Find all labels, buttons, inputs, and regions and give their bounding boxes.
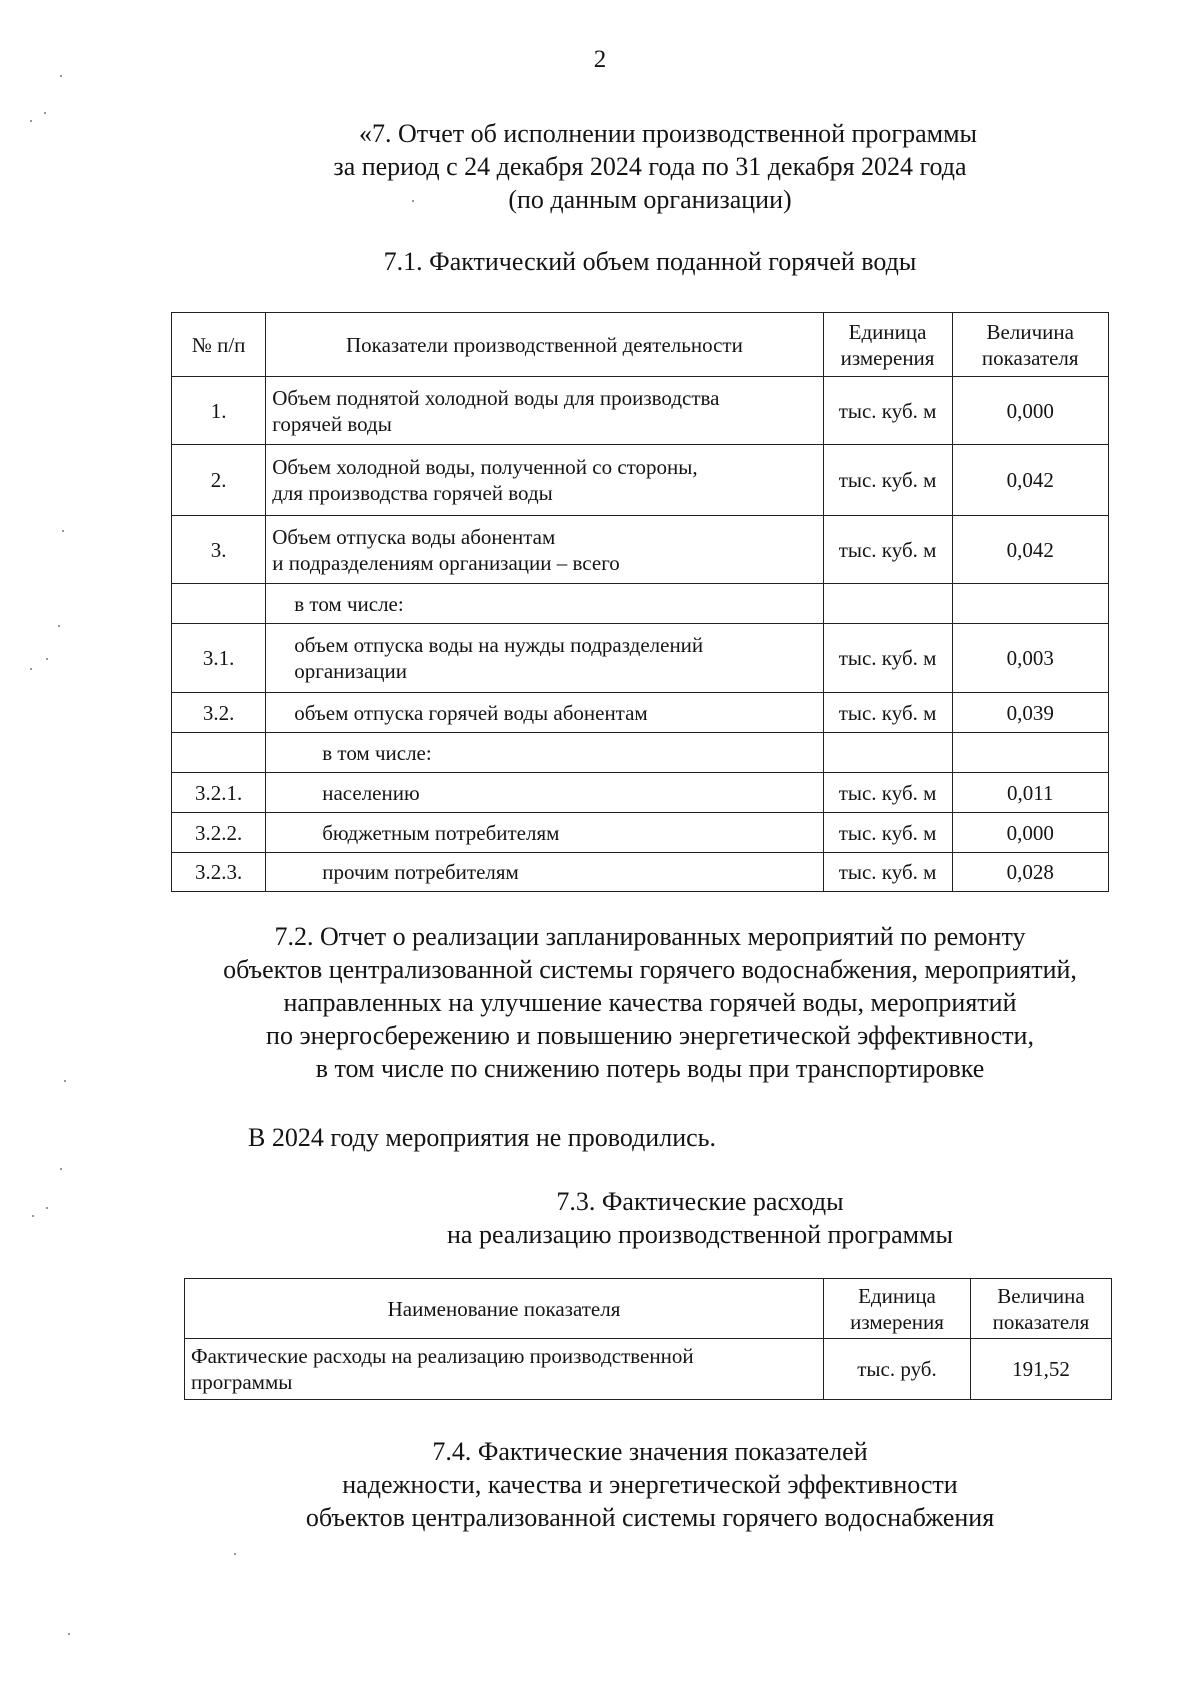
row-value: 0,003: [952, 624, 1108, 693]
row-name-line-1: объем отпуска воды на нужды подразделений: [294, 633, 704, 657]
row-value: [952, 584, 1108, 624]
row-name: [266, 516, 823, 584]
scan-speck: [64, 1080, 66, 1082]
row-num: 3.1.: [172, 624, 266, 693]
table-row: [172, 516, 1109, 584]
row-num: 3.2.2.: [172, 813, 266, 853]
row-num: 1.: [172, 377, 266, 445]
row-num: [172, 584, 266, 624]
row-value: 0,042: [952, 516, 1108, 584]
row-name-line-2: и подразделениям организации – всего: [272, 550, 620, 575]
row-name-line-2: для производства горячей воды: [272, 481, 553, 505]
section-7-4-line-2: надежности, качества и энергетической эффективности: [342, 1470, 958, 1499]
row-name: в том числе:: [266, 584, 823, 624]
table-row: [172, 773, 1109, 813]
table-row: [172, 377, 1109, 445]
section-7-1-title: 7.1. Фактический объем поданной горячей воды: [383, 247, 917, 276]
scan-speck: [58, 625, 60, 627]
section-7-3-line-1: 7.3. Фактические расходы: [556, 1187, 844, 1216]
scan-speck: [46, 658, 48, 660]
row-unit: [823, 584, 952, 624]
header-value-line-1: Величина: [997, 1283, 1085, 1308]
row-name: прочим потребителям: [266, 853, 823, 892]
header-name: Показатели производственной деятельности: [266, 313, 823, 377]
row-name: населению: [266, 773, 823, 813]
scan-speck: [30, 668, 32, 670]
expenses-table: [184, 1278, 1112, 1400]
section-7-2-line-2: объектов централизованной системы горячего водоснабжения, мероприятий,: [223, 955, 1077, 984]
scan-speck: [60, 75, 62, 77]
table-row: [172, 693, 1109, 733]
header-unit-line-2: измерения: [840, 345, 935, 370]
scan-speck: [68, 1633, 70, 1635]
report-heading-line-1: «7. Отчет об исполнении производственной программы: [358, 119, 978, 148]
row-num: 3.2.3.: [172, 853, 266, 892]
row-name: [185, 1339, 824, 1400]
header-unit: [823, 313, 952, 377]
section-7-3-line-2: на реализацию производственной программы: [446, 1220, 953, 1249]
row-value: 0,000: [952, 813, 1108, 853]
scan-speck: [234, 1553, 236, 1555]
section-7-4-title: [140, 1435, 1160, 1534]
row-name: в том числе:: [266, 733, 823, 773]
header-unit-line-1: Единица: [848, 319, 927, 344]
row-name-line-1: Объем холодной воды, полученной со стороны,: [272, 455, 698, 479]
table-header-row: [172, 313, 1109, 377]
row-value: 0,039: [952, 693, 1108, 733]
scan-speck: [412, 200, 414, 202]
header-unit-line-1: Единица: [858, 1283, 936, 1308]
row-unit: тыс. куб. м: [823, 377, 952, 445]
report-heading-line-2: за период с 24 декабря 2024 года по 31 декабря 2024 года: [333, 152, 967, 181]
section-7-3-title: [140, 1185, 1160, 1251]
scan-speck: [60, 1168, 62, 1170]
table-row: [185, 1339, 1112, 1400]
report-heading-line-3: (по данным организации): [508, 185, 792, 214]
scan-speck: [32, 1215, 34, 1217]
row-value: [952, 733, 1108, 773]
row-unit: тыс. куб. м: [823, 773, 952, 813]
header-unit: [824, 1279, 971, 1339]
row-num: [172, 733, 266, 773]
table-row: [172, 813, 1109, 853]
row-unit: тыс. куб. м: [823, 853, 952, 892]
scan-speck: [44, 112, 46, 114]
header-unit-line-2: измерения: [850, 1309, 944, 1334]
header-name: Наименование показателя: [185, 1279, 824, 1339]
header-value-line-2: показателя: [981, 345, 1079, 370]
section-7-2-title: [140, 920, 1160, 1085]
hot-water-volume-table: [171, 312, 1109, 892]
row-value: 0,011: [952, 773, 1108, 813]
scan-speck: [62, 530, 64, 532]
row-name: [266, 624, 823, 693]
scan-speck: [46, 1207, 48, 1209]
header-num: № п/п: [172, 313, 266, 377]
section-7-2-line-3: направленных на улучшение качества горячей воды, мероприятий: [283, 988, 1017, 1017]
row-unit: тыс. куб. м: [823, 516, 952, 584]
section-7-2-line-1: 7.2. Отчет о реализации запланированных мероприятий по ремонту: [274, 922, 1026, 951]
table-header-row: [185, 1279, 1112, 1339]
table-row: [172, 624, 1109, 693]
section-7-2-line-4: по энергосбережению и повышению энергетической эффективности,: [266, 1021, 1034, 1050]
row-name-line-1: Объем поднятой холодной воды для производства: [272, 385, 720, 410]
row-name-line-2: организации: [294, 659, 407, 683]
section-7-2-line-5: в том числе по снижению потерь воды при транспортировке: [315, 1054, 985, 1083]
row-name-line-2: горячей воды: [272, 411, 392, 436]
header-value: [971, 1279, 1112, 1339]
row-value: 191,52: [971, 1339, 1112, 1400]
table-row: [172, 733, 1109, 773]
row-name: бюджетным потребителям: [266, 813, 823, 853]
row-name-line-1: Фактические расходы на реализацию производственной: [191, 1344, 694, 1368]
row-name: [266, 377, 823, 445]
row-num: 3.2.1.: [172, 773, 266, 813]
table-row: [172, 445, 1109, 516]
row-num: 3.2.: [172, 693, 266, 733]
row-unit: тыс. руб.: [824, 1339, 971, 1400]
row-unit: [823, 733, 952, 773]
section-7-4-line-3: объектов централизованной системы горячего водоснабжения: [305, 1503, 995, 1532]
table-row: [172, 853, 1109, 892]
row-value: 0,042: [952, 445, 1108, 516]
row-unit: тыс. куб. м: [823, 445, 952, 516]
row-value: 0,028: [952, 853, 1108, 892]
section-7-2-paragraph: В 2024 году мероприятия не проводились.: [248, 1123, 716, 1152]
row-unit: тыс. куб. м: [823, 693, 952, 733]
header-value-line-2: показателя: [992, 1309, 1090, 1334]
report-heading: [140, 117, 1160, 216]
row-num: 2.: [172, 445, 266, 516]
row-name-line-1: Объем отпуска воды абонентам: [272, 524, 556, 549]
row-unit: тыс. куб. м: [823, 624, 952, 693]
row-name: [266, 445, 823, 516]
row-unit: тыс. куб. м: [823, 813, 952, 853]
section-7-4-line-1: 7.4. Фактические значения показателей: [432, 1437, 868, 1466]
row-num: 3.: [172, 516, 266, 584]
row-value: 0,000: [952, 377, 1108, 445]
page-number: 2: [593, 46, 607, 73]
header-value-line-1: Величина: [986, 319, 1074, 344]
header-value: [952, 313, 1108, 377]
row-name-line-2: программы: [191, 1370, 293, 1394]
row-name: объем отпуска горячей воды абонентам: [266, 693, 823, 733]
scan-speck: [30, 120, 32, 122]
table-row: [172, 584, 1109, 624]
